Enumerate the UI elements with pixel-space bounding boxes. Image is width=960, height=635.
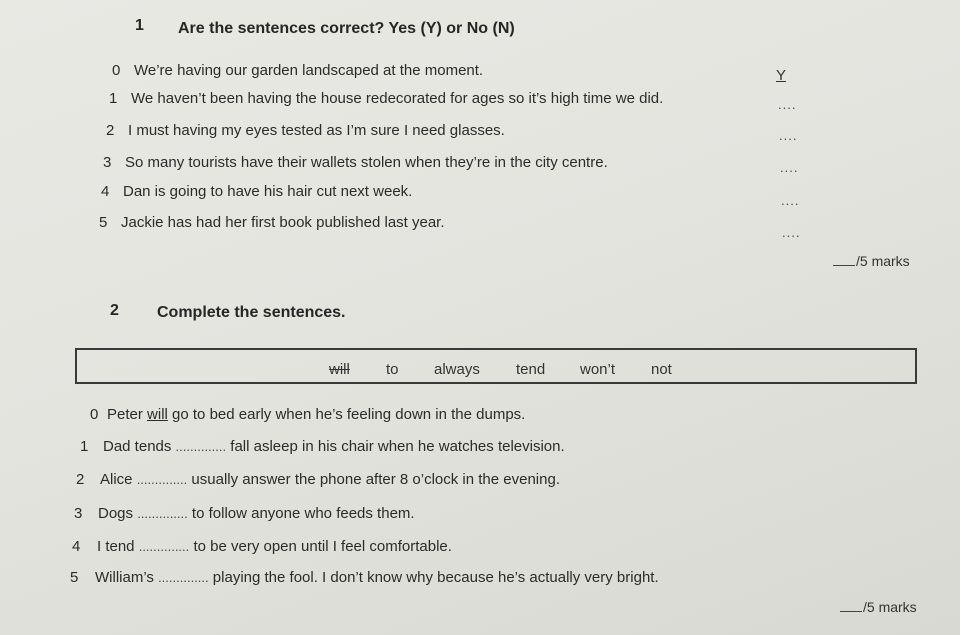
s2-item-gap[interactable]: .............. (158, 570, 209, 585)
s2-item-number: 4 (72, 538, 81, 555)
s2-item-gap[interactable]: .............. (137, 506, 188, 521)
s2-item-after: go to bed early when he’s feeling down in the dumps. (167, 406, 526, 423)
s2-item-after: fall asleep in his chair when he watches television. (226, 438, 565, 455)
s2-item-after: to be very open until I feel comfortable. (189, 538, 452, 555)
s2-item-before: William’s (95, 569, 159, 586)
s2-item-number: 1 (80, 438, 89, 455)
section2-number: 2 (110, 302, 119, 319)
section1-marks (833, 253, 910, 269)
s2-item-gap[interactable]: .............. (138, 539, 190, 554)
word-box-item-to: to (386, 361, 399, 378)
s2-item-number: 3 (74, 505, 83, 522)
section1-number: 1 (135, 17, 144, 34)
s2-item-number: 0 (90, 406, 99, 423)
section1-title: Are the sentences correct? Yes (Y) or No (N) (178, 20, 515, 37)
s2-item-2 (76, 471, 560, 488)
s1-item-number: 1 (109, 90, 118, 107)
s2-item-number: 5 (70, 569, 79, 586)
s2-item-0 (90, 406, 525, 423)
s1-item-text: So many tourists have their wallets stolen when they’re in the city centre. (125, 154, 608, 171)
s1-item-number: 3 (103, 154, 112, 171)
s1-item-text: Dan is going to have his hair cut next week. (123, 183, 413, 200)
s1-item-number: 0 (112, 62, 121, 79)
marks-label: /5 marks (863, 599, 917, 615)
s1-item-number: 4 (101, 183, 110, 200)
s1-answer-1[interactable]: .... (778, 97, 797, 112)
s2-item-after: usually answer the phone after 8 o’clock in the evening. (187, 471, 560, 488)
s2-item-before: Peter (107, 406, 148, 423)
marks-label: /5 marks (856, 253, 910, 269)
section2-marks (840, 599, 917, 615)
s2-item-gap[interactable]: .............. (175, 439, 227, 454)
s2-item-gap[interactable]: .............. (136, 472, 188, 487)
s2-item-gap: will (147, 406, 168, 423)
word-box-item-always: always (434, 361, 480, 378)
s1-item-text: Jackie has had her first book published last year. (121, 214, 445, 231)
s1-item-0 (112, 62, 483, 79)
word-box-item-wont: won’t (580, 361, 616, 378)
word-box-item-not: not (651, 361, 672, 378)
s2-item-before: Dogs (98, 505, 138, 522)
s2-item-5 (70, 569, 659, 586)
s1-item-text: We’re having our garden landscaped at the moment. (134, 62, 484, 79)
section2-title: Complete the sentences. (157, 304, 346, 321)
s2-item-before: Alice (100, 471, 137, 488)
s1-item-4 (101, 183, 412, 200)
s1-item-text: I must having my eyes tested as I’m sure I need glasses. (128, 122, 505, 139)
s2-item-1 (80, 438, 565, 455)
s1-item-5 (99, 214, 445, 231)
s2-item-4 (72, 538, 452, 555)
s2-item-after: playing the fool. I don’t know why because he’s actually very bright. (208, 569, 659, 586)
word-box-item-will: will (329, 361, 350, 378)
s1-item-number: 2 (106, 122, 115, 139)
s1-item-2 (106, 122, 505, 139)
word-box-item-tend: tend (516, 361, 546, 378)
s1-item-number: 5 (99, 214, 108, 231)
s2-item-3 (74, 505, 415, 522)
s1-item-3 (103, 154, 608, 171)
s1-item-text: We haven’t been having the house redecorated for ages so it’s high time we did. (131, 90, 664, 107)
s1-answer-3[interactable]: .... (780, 160, 799, 175)
word-box (75, 348, 917, 384)
s2-item-before: I tend (97, 538, 139, 555)
s1-answer-4[interactable]: .... (781, 193, 800, 208)
marks-blank[interactable] (840, 611, 862, 612)
s1-answer-2[interactable]: .... (779, 128, 798, 143)
s1-answer-0: Y (776, 67, 787, 84)
s1-answer-5[interactable]: .... (782, 225, 801, 240)
s2-item-after: to follow anyone who feeds them. (187, 505, 415, 522)
marks-blank[interactable] (833, 265, 855, 266)
s1-item-1 (109, 90, 663, 107)
s2-item-number: 2 (76, 471, 85, 488)
s2-item-before: Dad tends (103, 438, 176, 455)
